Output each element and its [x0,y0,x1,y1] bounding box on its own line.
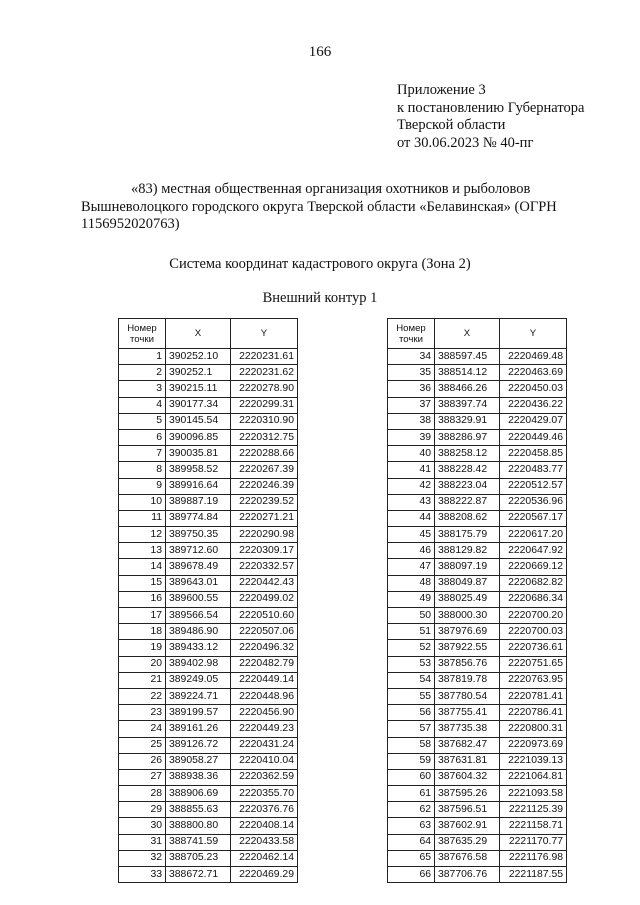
point-number-cell: 22 [119,688,166,704]
y-coordinate-cell: 2220462.14 [231,850,298,866]
point-number-cell: 21 [119,672,166,688]
point-number-cell: 66 [388,867,435,883]
y-coordinate-cell: 2220682.82 [500,575,567,591]
table-row [119,656,298,672]
point-number-cell: 35 [388,365,435,381]
x-coordinate-cell: 388741.59 [166,834,231,850]
y-coordinate-cell: 2221064.81 [500,769,567,785]
point-number-cell: 36 [388,381,435,397]
x-coordinate-cell: 387631.81 [435,753,500,769]
point-number-cell: 27 [119,769,166,785]
table-row [119,462,298,478]
y-coordinate-cell: 2220436.22 [500,397,567,413]
point-number-cell: 39 [388,429,435,445]
x-coordinate-cell: 389199.57 [166,705,231,721]
x-coordinate-cell: 387602.91 [435,818,500,834]
y-coordinate-cell: 2220469.29 [231,867,298,883]
point-number-cell: 15 [119,575,166,591]
table-row [119,559,298,575]
y-coordinate-cell: 2220271.21 [231,510,298,526]
y-coordinate-cell: 2220463.69 [500,365,567,381]
header-x: X [166,319,231,349]
point-number-cell: 16 [119,591,166,607]
point-number-cell: 5 [119,413,166,429]
point-number-cell: 47 [388,559,435,575]
point-number-cell: 48 [388,575,435,591]
x-coordinate-cell: 388855.63 [166,802,231,818]
y-coordinate-cell: 2221125.39 [500,802,567,818]
point-number-cell: 6 [119,429,166,445]
x-coordinate-cell: 388466.26 [435,381,500,397]
x-coordinate-cell: 390177.34 [166,397,231,413]
x-coordinate-cell: 388286.97 [435,429,500,445]
x-coordinate-cell: 388000.30 [435,608,500,624]
x-coordinate-cell: 388800.80 [166,818,231,834]
header-text: точки [130,333,154,345]
point-number-cell: 64 [388,834,435,850]
coordinates-table-left [118,318,298,883]
x-coordinate-cell: 389678.49 [166,559,231,575]
x-coordinate-cell: 389058.27 [166,753,231,769]
x-coordinate-cell: 390252.10 [166,349,231,365]
x-coordinate-cell: 388222.87 [435,494,500,510]
x-coordinate-cell: 387706.76 [435,867,500,883]
y-coordinate-cell: 2220290.98 [231,527,298,543]
y-coordinate-cell: 2220355.70 [231,786,298,802]
y-coordinate-cell: 2220496.32 [231,640,298,656]
table-row [119,365,298,381]
y-coordinate-cell: 2220310.90 [231,413,298,429]
x-coordinate-cell: 388208.62 [435,510,500,526]
page-number: 166 [308,44,332,60]
table-row [388,349,567,365]
table-row [388,640,567,656]
point-number-cell: 30 [119,818,166,834]
point-number-cell: 11 [119,510,166,526]
table-row [388,591,567,607]
appendix-block [397,82,632,152]
y-coordinate-cell: 2220512.57 [500,478,567,494]
x-coordinate-cell: 388258.12 [435,446,500,462]
point-number-cell: 65 [388,850,435,866]
table-row [119,591,298,607]
y-coordinate-cell: 2220449.23 [231,721,298,737]
table-row [388,365,567,381]
header-point-number [388,319,435,349]
point-number-cell: 40 [388,446,435,462]
table-row [388,575,567,591]
x-coordinate-cell: 388025.49 [435,591,500,607]
table-header-row [119,319,298,349]
table-row [119,850,298,866]
y-coordinate-cell: 2220312.75 [231,429,298,445]
x-coordinate-cell: 389486.90 [166,624,231,640]
header-point-number [119,319,166,349]
point-number-cell: 46 [388,543,435,559]
header-y: Y [500,319,567,349]
point-number-cell: 42 [388,478,435,494]
table-row [119,494,298,510]
x-coordinate-cell: 387976.69 [435,624,500,640]
x-coordinate-cell: 389566.54 [166,608,231,624]
y-coordinate-cell: 2221170.77 [500,834,567,850]
y-coordinate-cell: 2220332.57 [231,559,298,575]
x-coordinate-cell: 389958.52 [166,462,231,478]
point-number-cell: 24 [119,721,166,737]
x-coordinate-cell: 388705.23 [166,850,231,866]
x-coordinate-cell: 389433.12 [166,640,231,656]
table-row [119,608,298,624]
y-coordinate-cell: 2220686.34 [500,591,567,607]
y-coordinate-cell: 2220431.24 [231,737,298,753]
table-row [119,705,298,721]
point-number-cell: 41 [388,462,435,478]
y-coordinate-cell: 2220239.52 [231,494,298,510]
table-row [119,510,298,526]
header-text: точки [399,333,423,345]
x-coordinate-cell: 390252.1 [166,365,231,381]
point-number-cell: 58 [388,737,435,753]
point-number-cell: 60 [388,769,435,785]
y-coordinate-cell: 2220309.17 [231,543,298,559]
x-coordinate-cell: 388672.71 [166,867,231,883]
table-row [119,527,298,543]
organization-paragraph [81,181,565,234]
x-coordinate-cell: 388049.87 [435,575,500,591]
point-number-cell: 2 [119,365,166,381]
y-coordinate-cell: 2220482.79 [231,656,298,672]
point-number-cell: 57 [388,721,435,737]
x-coordinate-cell: 389643.01 [166,575,231,591]
y-coordinate-cell: 2220567.17 [500,510,567,526]
table-row [119,818,298,834]
point-number-cell: 51 [388,624,435,640]
table-row [388,818,567,834]
point-number-cell: 26 [119,753,166,769]
x-coordinate-cell: 388514.12 [435,365,500,381]
point-number-cell: 45 [388,527,435,543]
point-number-cell: 20 [119,656,166,672]
x-coordinate-cell: 389249.05 [166,672,231,688]
table-row [119,672,298,688]
y-coordinate-cell: 2220458.85 [500,446,567,462]
x-coordinate-cell: 388938.36 [166,769,231,785]
table-row [119,769,298,785]
point-number-cell: 19 [119,640,166,656]
x-coordinate-cell: 388129.82 [435,543,500,559]
y-coordinate-cell: 2221187.55 [500,867,567,883]
x-coordinate-cell: 390096.85 [166,429,231,445]
y-coordinate-cell: 2220456.90 [231,705,298,721]
table-row [388,462,567,478]
table-row [388,688,567,704]
point-number-cell: 62 [388,802,435,818]
coordinate-system-title: Система координат кадастрового округа (Зона 2) [169,256,471,272]
y-coordinate-cell: 2220299.31 [231,397,298,413]
appendix-line: Тверской области [397,117,506,133]
table-row [388,769,567,785]
table-row [119,640,298,656]
table-row [119,413,298,429]
y-coordinate-cell: 2220973.69 [500,737,567,753]
y-coordinate-cell: 2220448.96 [231,688,298,704]
header-text: Номер [396,322,426,334]
y-coordinate-cell: 2220288.66 [231,446,298,462]
x-coordinate-cell: 387922.55 [435,640,500,656]
table-row [119,575,298,591]
point-number-cell: 23 [119,705,166,721]
y-coordinate-cell: 2221093.58 [500,786,567,802]
x-coordinate-cell: 389224.71 [166,688,231,704]
y-coordinate-cell: 2220499.02 [231,591,298,607]
x-coordinate-cell: 388597.45 [435,349,500,365]
table-row [388,850,567,866]
paragraph-line: «83) местная общественная организация охотников и рыболовов [131,181,531,197]
point-number-cell: 43 [388,494,435,510]
point-number-cell: 9 [119,478,166,494]
y-coordinate-cell: 2220700.20 [500,608,567,624]
table-row [388,381,567,397]
x-coordinate-cell: 388223.04 [435,478,500,494]
y-coordinate-cell: 2220700.03 [500,624,567,640]
x-coordinate-cell: 388397.74 [435,397,500,413]
x-coordinate-cell: 388097.19 [435,559,500,575]
table-row [119,688,298,704]
x-coordinate-cell: 387735.38 [435,721,500,737]
point-number-cell: 4 [119,397,166,413]
x-coordinate-cell: 387780.54 [435,688,500,704]
x-coordinate-cell: 389774.84 [166,510,231,526]
table-row [119,478,298,494]
point-number-cell: 25 [119,737,166,753]
point-number-cell: 54 [388,672,435,688]
point-number-cell: 28 [119,786,166,802]
point-number-cell: 29 [119,802,166,818]
y-coordinate-cell: 2220507.06 [231,624,298,640]
table-row [388,397,567,413]
x-coordinate-cell: 387676.58 [435,850,500,866]
point-number-cell: 14 [119,559,166,575]
point-number-cell: 50 [388,608,435,624]
table-row [119,429,298,445]
table-row [388,478,567,494]
table-header-row [388,319,567,349]
y-coordinate-cell: 2220278.90 [231,381,298,397]
point-number-cell: 55 [388,688,435,704]
point-number-cell: 52 [388,640,435,656]
y-coordinate-cell: 2220786.41 [500,705,567,721]
table-row [388,753,567,769]
table-row [388,705,567,721]
table-row [388,656,567,672]
point-number-cell: 63 [388,818,435,834]
table-row [388,429,567,445]
point-number-cell: 7 [119,446,166,462]
table-row [388,834,567,850]
point-number-cell: 18 [119,624,166,640]
table-row [119,349,298,365]
x-coordinate-cell: 387755.41 [435,705,500,721]
y-coordinate-cell: 2220763.95 [500,672,567,688]
x-coordinate-cell: 390145.54 [166,413,231,429]
x-coordinate-cell: 388175.79 [435,527,500,543]
table-row [388,413,567,429]
x-coordinate-cell: 387682.47 [435,737,500,753]
table-row [388,721,567,737]
y-coordinate-cell: 2220410.04 [231,753,298,769]
x-coordinate-cell: 387595.26 [435,786,500,802]
table-row [119,397,298,413]
point-number-cell: 12 [119,527,166,543]
point-number-cell: 49 [388,591,435,607]
x-coordinate-cell: 390215.11 [166,381,231,397]
table-row [119,737,298,753]
x-coordinate-cell: 389916.64 [166,478,231,494]
appendix-date-line: от 30.06.2023 № 40-пг [397,134,534,151]
x-coordinate-cell: 389402.98 [166,656,231,672]
point-number-cell: 1 [119,349,166,365]
x-coordinate-cell: 389887.19 [166,494,231,510]
point-number-cell: 61 [388,786,435,802]
y-coordinate-cell: 2220362.59 [231,769,298,785]
y-coordinate-cell: 2220781.41 [500,688,567,704]
table-row [388,559,567,575]
table-row [119,786,298,802]
table-row [388,672,567,688]
header-text: Номер [127,322,157,334]
x-coordinate-cell: 389126.72 [166,737,231,753]
header-x: X [435,319,500,349]
table-row [119,802,298,818]
table-row [388,737,567,753]
point-number-cell: 10 [119,494,166,510]
table-row [388,802,567,818]
x-coordinate-cell: 387604.32 [435,769,500,785]
table-row [388,867,567,883]
x-coordinate-cell: 388228.42 [435,462,500,478]
appendix-line: Приложение 3 [397,82,486,98]
y-coordinate-cell: 2220433.58 [231,834,298,850]
y-coordinate-cell: 2220736.61 [500,640,567,656]
table-row [388,786,567,802]
table-row [119,381,298,397]
y-coordinate-cell: 2220751.65 [500,656,567,672]
y-coordinate-cell: 2220246.39 [231,478,298,494]
x-coordinate-cell: 387635.29 [435,834,500,850]
table-row [119,624,298,640]
table-row [388,510,567,526]
paragraph-line: Вышневолоцкого городского округа Тверской области «Белавинская» (ОГРН [81,198,557,215]
y-coordinate-cell: 2220231.62 [231,365,298,381]
table-row [119,721,298,737]
table-row [388,608,567,624]
point-number-cell: 34 [388,349,435,365]
x-coordinate-cell: 389750.35 [166,527,231,543]
point-number-cell: 37 [388,397,435,413]
y-coordinate-cell: 2220800.31 [500,721,567,737]
y-coordinate-cell: 2220617.20 [500,527,567,543]
table-row [388,446,567,462]
x-coordinate-cell: 388906.69 [166,786,231,802]
point-number-cell: 8 [119,462,166,478]
x-coordinate-cell: 387596.51 [435,802,500,818]
x-coordinate-cell: 389712.60 [166,543,231,559]
y-coordinate-cell: 2220449.46 [500,429,567,445]
y-coordinate-cell: 2221176.98 [500,850,567,866]
y-coordinate-cell: 2220450.03 [500,381,567,397]
coordinates-table-right [387,318,567,883]
table-row [388,494,567,510]
table-row [388,624,567,640]
y-coordinate-cell: 2220469.48 [500,349,567,365]
x-coordinate-cell: 390035.81 [166,446,231,462]
y-coordinate-cell: 2220536.96 [500,494,567,510]
y-coordinate-cell: 2220231.61 [231,349,298,365]
header-y: Y [231,319,298,349]
y-coordinate-cell: 2220647.92 [500,543,567,559]
x-coordinate-cell: 388329.91 [435,413,500,429]
y-coordinate-cell: 2221158.71 [500,818,567,834]
paragraph-line: 1156952020763) [81,216,180,232]
contour-title: Внешний контур 1 [262,290,378,306]
point-number-cell: 13 [119,543,166,559]
y-coordinate-cell: 2220429.07 [500,413,567,429]
table-row [119,834,298,850]
table-row [388,527,567,543]
y-coordinate-cell: 2220267.39 [231,462,298,478]
point-number-cell: 59 [388,753,435,769]
y-coordinate-cell: 2221039.13 [500,753,567,769]
table-row [119,867,298,883]
y-coordinate-cell: 2220408.14 [231,818,298,834]
point-number-cell: 56 [388,705,435,721]
appendix-line: к постановлению Губернатора [397,99,585,116]
x-coordinate-cell: 387856.76 [435,656,500,672]
x-coordinate-cell: 389161.26 [166,721,231,737]
y-coordinate-cell: 2220669.12 [500,559,567,575]
point-number-cell: 33 [119,867,166,883]
x-coordinate-cell: 387819.78 [435,672,500,688]
y-coordinate-cell: 2220376.76 [231,802,298,818]
table-row [119,543,298,559]
x-coordinate-cell: 389600.55 [166,591,231,607]
table-row [388,543,567,559]
y-coordinate-cell: 2220442.43 [231,575,298,591]
y-coordinate-cell: 2220510.60 [231,608,298,624]
point-number-cell: 3 [119,381,166,397]
point-number-cell: 31 [119,834,166,850]
point-number-cell: 32 [119,850,166,866]
table-row [119,753,298,769]
point-number-cell: 44 [388,510,435,526]
table-row [119,446,298,462]
point-number-cell: 38 [388,413,435,429]
y-coordinate-cell: 2220449.14 [231,672,298,688]
point-number-cell: 53 [388,656,435,672]
y-coordinate-cell: 2220483.77 [500,462,567,478]
point-number-cell: 17 [119,608,166,624]
